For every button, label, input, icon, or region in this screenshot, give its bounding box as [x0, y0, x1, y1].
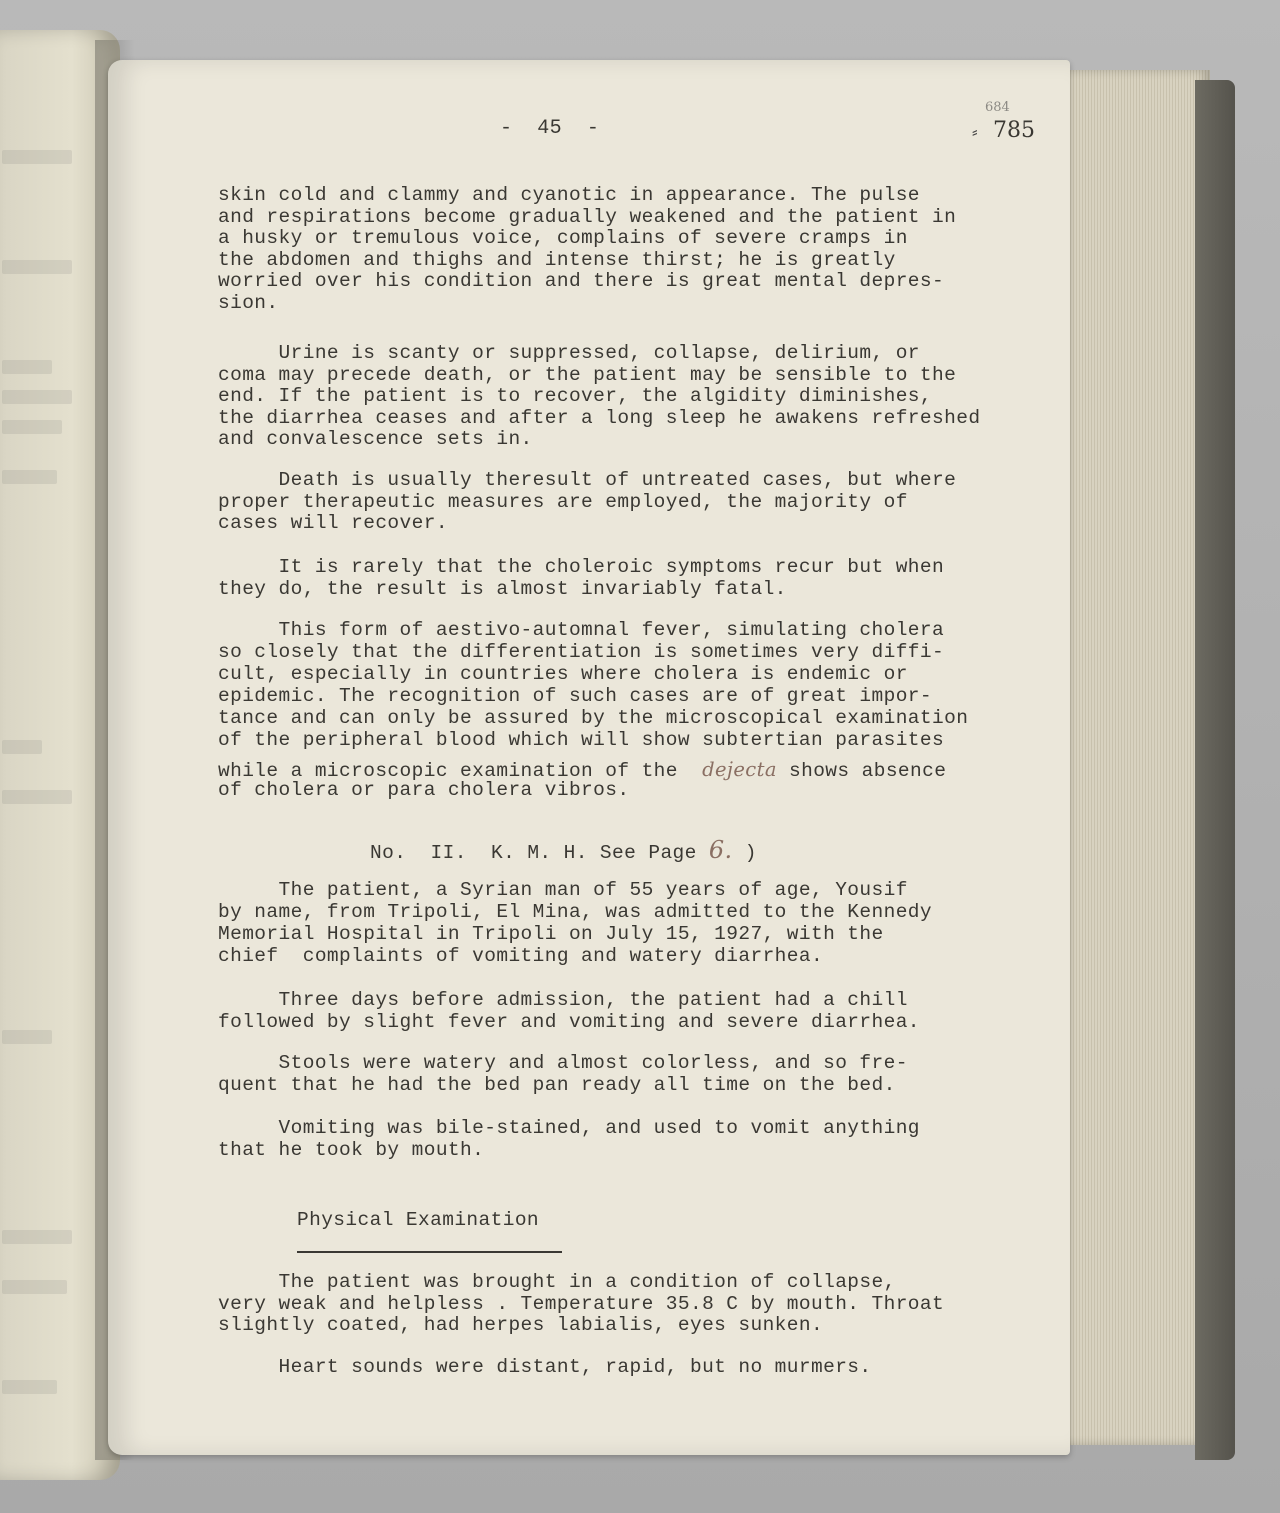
text-line: Urine is scanty or suppressed, collapse, delirium, or [218, 342, 920, 364]
text-line: Memorial Hospital in Tripoli on July 15, 1927, with the [218, 923, 884, 945]
handwritten-line [218, 759, 946, 783]
folio-number: 785 [993, 118, 1035, 143]
text-line: coma may precede death, or the patient may be sensible to the [218, 363, 957, 386]
case-heading-text: No. II. K. M. H. See Page [370, 842, 697, 864]
text-line: the abdomen and thighs and intense thirst; he is greatly [218, 248, 896, 271]
text-line: Three days before admission, the patient had a chill [218, 989, 908, 1011]
text-line: a husky or tremulous voice, complains of severe cramps in [218, 227, 908, 250]
text-line: of cholera or para cholera vibros. [218, 779, 630, 801]
text-line: very weak and helpless . Temperature 35.8 C by mouth. Throat [218, 1292, 945, 1315]
line-text-after: shows absence [789, 760, 947, 782]
text-line: tance and can only be assured by the microscopical examination [218, 707, 969, 729]
line-text: while a microscopic examination of the [218, 760, 678, 782]
case-heading [370, 836, 757, 865]
text-line: chief complaints of vomiting and watery diarrhea. [218, 945, 824, 967]
text-line: by name, from Tripoli, El Mina, was admitted to the Kennedy [218, 901, 933, 923]
text-line: The patient was brought in a condition of collapse, [218, 1271, 896, 1293]
text-line: It is rarely that the choleroic symptoms recur but when [218, 556, 945, 578]
text-line: and respirations become gradually weakened and the patient in [218, 205, 957, 228]
text-line: epidemic. The recognition of such cases are of great impor- [218, 685, 933, 707]
text-line: the diarrhea ceases and after a long sleep he awakens refreshed [218, 406, 981, 429]
text-line: they do, the result is almost invariably fatal. [218, 577, 787, 600]
text-line: The patient, a Syrian man of 55 years of age, Yousif [218, 879, 908, 901]
text-line: This form of aestivo-automnal fever, simulating cholera [218, 619, 945, 641]
page-label: - 45 - [500, 117, 600, 140]
case-heading-close: ) [744, 842, 757, 864]
text-line: quent that he had the bed pan ready all time on the bed. [218, 1074, 896, 1096]
text-line: end. If the patient is to recover, the algidity diminishes, [218, 385, 933, 408]
section-heading: Physical Examination [297, 1209, 540, 1231]
text-line: skin cold and clammy and cyanotic in appearance. The pulse [218, 184, 920, 206]
text-line: slightly coated, had herpes labialis, eyes sunken. [218, 1314, 824, 1337]
book-cover [1195, 80, 1235, 1460]
text-line: Vomiting was bile-stained, and used to vomit anything [218, 1117, 920, 1139]
text-line: Stools were watery and almost colorless, and so fre- [218, 1052, 908, 1074]
text-line: proper therapeutic measures are employed, the majority of [218, 490, 908, 513]
text-line: that he took by mouth. [218, 1139, 485, 1161]
text-line: of the peripheral blood which will show subtertian parasites [218, 729, 945, 751]
text-line: Death is usually theresult of untreated cases, but where [218, 469, 957, 491]
text-line: followed by slight fever and vomiting and severe diarrhea. [218, 1011, 920, 1033]
page-edges [1062, 70, 1210, 1445]
text-line: so closely that the differentiation is sometimes very diffi- [218, 641, 945, 663]
text-line: sion. [218, 292, 279, 314]
heading-underline [297, 1251, 562, 1253]
text-line: cult, especially in countries where cholera is endemic or [218, 663, 908, 685]
text-line: Heart sounds were distant, rapid, but no murmers. [218, 1356, 872, 1378]
folio-small-number: 684 [985, 100, 1010, 115]
pencil-mark: ⸗ [970, 124, 980, 142]
handwritten-annotation: dejecta [702, 758, 777, 781]
text-line: cases will recover. [218, 512, 448, 535]
case-heading-page: 6. [708, 836, 733, 864]
text-line: worried over his condition and there is great mental depres- [218, 270, 945, 293]
text-line: and convalescence sets in. [218, 428, 533, 451]
